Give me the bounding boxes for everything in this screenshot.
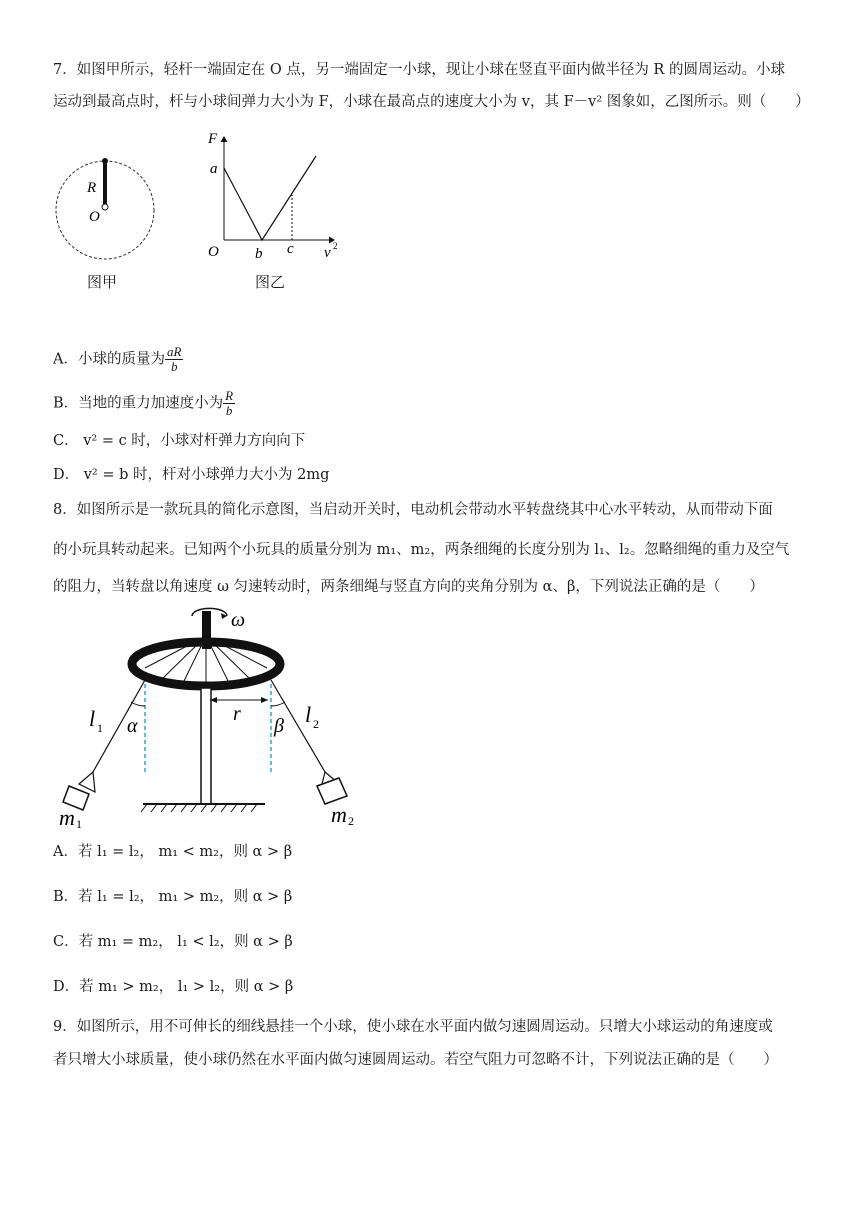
f-v2-curve <box>224 156 316 240</box>
q9-stem-line2: 者只增大小球质量，使小球仍然在水平面内做匀速圆周运动。若空气阻力可忽略不计，下列说法正确的是（ ） <box>53 1052 778 1068</box>
q7-figure-yi <box>200 125 350 265</box>
label-m1: m <box>59 805 75 830</box>
label-l1-sub: 1 <box>97 721 103 735</box>
label-beta: β <box>274 715 284 737</box>
label-v-square: 2 <box>333 241 338 251</box>
q7-option-b-text: B．当地的重力加速度小为 <box>53 395 224 412</box>
ground-hatch <box>141 804 257 812</box>
fig-jia-caption: 图甲 <box>87 273 118 291</box>
label-a: a <box>210 161 218 177</box>
q7-stem-line2: 运动到最高点时，杆与小球间弹力大小为 F，小球在最高点的速度大小为 v，其 F－v² 图象如，乙图所示。则（ ） <box>53 94 810 110</box>
q8-option-d: D．若 m₁ > m₂， l₁ > l₂，则 α > β <box>53 979 294 995</box>
q7-option-c: C． v² = c 时，小球对杆弹力方向向下 <box>53 433 306 449</box>
label-m1-sub: 1 <box>76 817 82 831</box>
label-r: r <box>233 703 241 725</box>
q7-figure-jia <box>55 155 160 260</box>
fraction-R-over-b <box>223 389 235 418</box>
label-omega: ω <box>231 609 246 631</box>
frac-den: b <box>170 359 178 374</box>
ball <box>102 158 108 164</box>
q7-stem-line1: 7．如图甲所示，轻杆一端固定在 O 点，另一端固定一小球，现让小球在竖直平面内做半径为 R 的圆周运动。小球 <box>53 62 785 78</box>
q8-stem-line3: 的阻力，当转盘以角速度 ω 匀速转动时，两条细绳与竖直方向的夹角分别为 α、β，下列说法正确的是（ ） <box>53 579 764 595</box>
q8-stem-line1: 8．如图所示是一款玩具的简化示意图，当启动开关时，电动机会带动水平转盘绕其中心水平转动，从而带动下面 <box>53 502 773 518</box>
label-R: R <box>87 180 97 196</box>
angle-beta-arc <box>271 702 285 706</box>
q8-toy-figure <box>55 606 365 831</box>
q8-option-b: B．若 l₁ = l₂， m₁ > m₂，则 α > β <box>53 889 293 905</box>
label-F: F <box>208 131 218 147</box>
label-alpha: α <box>127 715 138 737</box>
q7-option-d: D． v² = b 时，杆对小球弹力大小为 2mg <box>53 467 330 483</box>
q8-option-c: C．若 m₁ = m₂， l₁ < l₂，则 α > β <box>53 934 293 950</box>
q9-stem-line1: 9．如图所示，用不可伸长的细线悬挂一个小球，使小球在水平面内做匀速圆周运动。只增大小球运动的角速度或 <box>53 1019 773 1035</box>
angle-alpha-arc <box>131 702 145 706</box>
frac-num: aR <box>166 344 182 359</box>
label-m2: m <box>331 802 347 827</box>
support-post <box>201 688 211 804</box>
q8-option-a: A．若 l₁ = l₂， m₁ < m₂，则 α > β <box>53 844 293 860</box>
fig-yi-caption: 图乙 <box>255 273 286 291</box>
toy-m2 <box>317 772 347 804</box>
label-c: c <box>287 241 294 257</box>
fraction-aR-over-b <box>165 345 183 374</box>
label-v: v <box>324 245 331 261</box>
label-l2-sub: 2 <box>313 717 319 731</box>
pivot-point <box>102 204 108 210</box>
q7-option-a-text: A．小球的质量为 <box>53 351 165 368</box>
frac-num: R <box>225 388 234 403</box>
label-l1: l <box>89 706 96 731</box>
frac-den: b <box>225 403 233 418</box>
q8-stem-line2: 的小玩具转动起来。已知两个小玩具的质量分别为 m₁、m₂，两条细绳的长度分别为 l₁、l₂。忽略细绳的重力及空气 <box>53 542 790 558</box>
q7-option-b <box>53 389 235 418</box>
label-b: b <box>255 246 263 262</box>
label-m2-sub: 2 <box>348 814 354 828</box>
label-O: O <box>89 209 100 225</box>
q7-option-a <box>53 345 183 374</box>
label-origin: O <box>208 244 219 260</box>
label-l2: l <box>305 702 312 727</box>
